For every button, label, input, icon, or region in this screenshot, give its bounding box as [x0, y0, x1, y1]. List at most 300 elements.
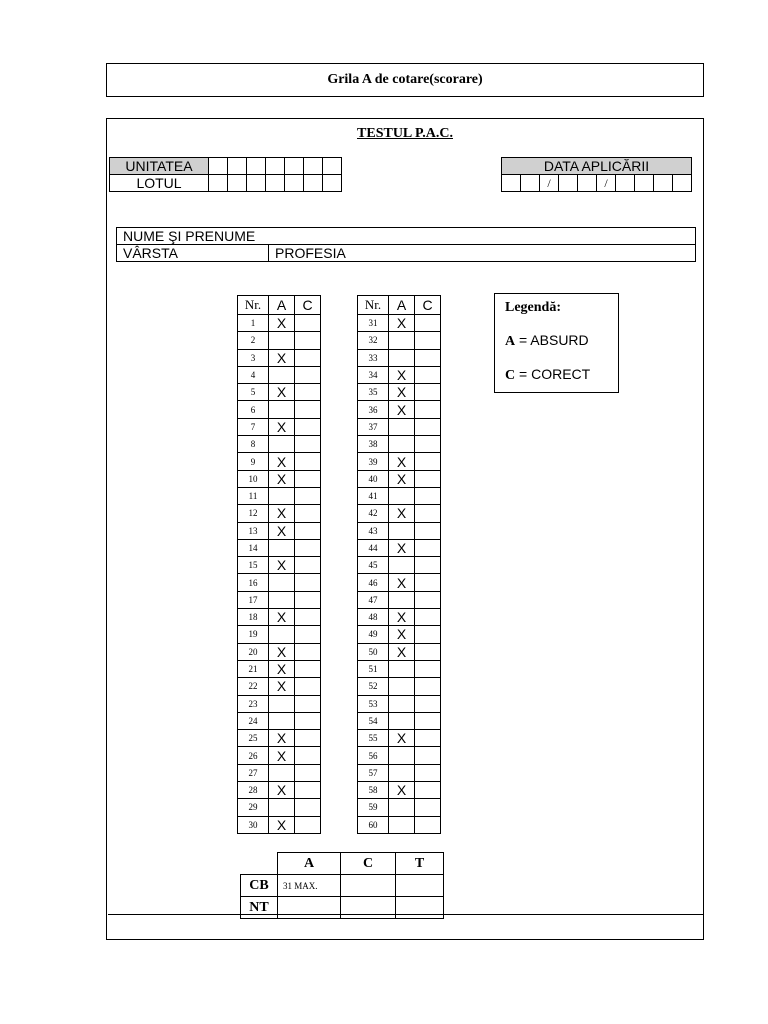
- answer-c-cell[interactable]: [295, 730, 321, 747]
- unitatea-cell[interactable]: [285, 158, 304, 175]
- unitatea-row: [110, 158, 342, 175]
- answer-c-cell[interactable]: [415, 436, 441, 453]
- question-number: 30: [238, 816, 269, 833]
- answer-row: [238, 764, 321, 781]
- unitatea-cell[interactable]: [266, 158, 285, 175]
- lotul-row: [110, 175, 342, 192]
- question-number: 56: [358, 747, 389, 764]
- answer-row: [238, 366, 321, 383]
- question-number: 46: [358, 574, 389, 591]
- score-table: [240, 852, 444, 919]
- question-number: 20: [238, 643, 269, 660]
- answer-a-cell[interactable]: X: [269, 782, 295, 799]
- answer-a-cell[interactable]: X: [389, 366, 415, 383]
- question-number: 60: [358, 816, 389, 833]
- answer-c-cell[interactable]: [415, 799, 441, 816]
- date-cell[interactable]: [654, 175, 673, 192]
- col-c-header: C: [295, 296, 321, 315]
- answer-c-cell[interactable]: [415, 574, 441, 591]
- lotul-cell[interactable]: [285, 175, 304, 192]
- lotul-cell[interactable]: [304, 175, 323, 192]
- unit-lot-table: [109, 157, 342, 192]
- answer-a-cell[interactable]: X: [269, 730, 295, 747]
- answer-row: [238, 401, 321, 418]
- answer-row: [358, 591, 441, 608]
- score-row-cb: CB: [241, 875, 278, 897]
- question-number: 1: [238, 315, 269, 332]
- answer-c-cell[interactable]: [295, 487, 321, 504]
- unitatea-label: UNITATEA: [110, 158, 209, 175]
- question-number: 6: [238, 401, 269, 418]
- question-number: 32: [358, 332, 389, 349]
- answer-c-cell[interactable]: [295, 453, 321, 470]
- score-cb-t[interactable]: [396, 875, 444, 897]
- question-number: 4: [238, 366, 269, 383]
- answer-a-cell[interactable]: [389, 522, 415, 539]
- answer-c-cell[interactable]: [295, 332, 321, 349]
- legend-a-key: A: [505, 334, 516, 349]
- answer-c-cell[interactable]: [415, 678, 441, 695]
- question-number: 25: [238, 730, 269, 747]
- answer-row: [238, 591, 321, 608]
- answer-a-cell[interactable]: [389, 436, 415, 453]
- answer-row: [238, 557, 321, 574]
- answer-row: [238, 782, 321, 799]
- answer-a-cell[interactable]: X: [389, 643, 415, 660]
- answer-row: [238, 349, 321, 366]
- question-number: 16: [238, 574, 269, 591]
- legend-absurd: [505, 332, 608, 350]
- answer-a-cell[interactable]: [269, 591, 295, 608]
- answer-row: [358, 453, 441, 470]
- answer-a-cell[interactable]: X: [269, 609, 295, 626]
- answer-row: [358, 557, 441, 574]
- answer-c-cell[interactable]: [295, 557, 321, 574]
- date-row: [502, 175, 692, 192]
- answer-row: [358, 660, 441, 677]
- score-cb-c[interactable]: [341, 875, 396, 897]
- question-number: 54: [358, 712, 389, 729]
- answer-row: [358, 730, 441, 747]
- score-cb-a[interactable]: 31 MAX.: [278, 875, 341, 897]
- answer-c-cell[interactable]: [415, 487, 441, 504]
- answer-a-cell[interactable]: X: [269, 384, 295, 401]
- answer-c-cell[interactable]: [295, 366, 321, 383]
- answer-c-cell[interactable]: [295, 660, 321, 677]
- answer-c-cell[interactable]: [295, 712, 321, 729]
- answer-c-cell[interactable]: [295, 816, 321, 833]
- answer-c-cell[interactable]: [415, 660, 441, 677]
- question-number: 3: [238, 349, 269, 366]
- date-table: [501, 157, 692, 192]
- question-number: 10: [238, 470, 269, 487]
- answer-c-cell[interactable]: [295, 574, 321, 591]
- answer-a-cell[interactable]: X: [269, 522, 295, 539]
- question-number: 49: [358, 626, 389, 643]
- answer-row: [238, 695, 321, 712]
- answer-row: [238, 660, 321, 677]
- varsta-field[interactable]: VÂRSTA: [117, 245, 269, 262]
- answer-a-cell[interactable]: [389, 349, 415, 366]
- answer-c-cell[interactable]: [295, 678, 321, 695]
- answer-a-cell[interactable]: X: [269, 418, 295, 435]
- question-number: 34: [358, 366, 389, 383]
- answer-row: [238, 816, 321, 833]
- answer-c-cell[interactable]: [295, 539, 321, 556]
- answer-row: [358, 712, 441, 729]
- answer-row: [238, 539, 321, 556]
- question-number: 39: [358, 453, 389, 470]
- score-nt-t[interactable]: [396, 897, 444, 919]
- answer-a-cell[interactable]: X: [269, 453, 295, 470]
- question-number: 13: [238, 522, 269, 539]
- answer-grid-left: [237, 295, 321, 834]
- answer-a-cell[interactable]: [389, 332, 415, 349]
- answer-row: [358, 626, 441, 643]
- answer-row: [358, 401, 441, 418]
- question-number: 14: [238, 539, 269, 556]
- question-number: 19: [238, 626, 269, 643]
- answer-row: [358, 816, 441, 833]
- answer-c-cell[interactable]: [415, 384, 441, 401]
- question-number: 8: [238, 436, 269, 453]
- answer-a-cell[interactable]: X: [389, 453, 415, 470]
- lotul-cell[interactable]: [228, 175, 247, 192]
- unitatea-cell[interactable]: [247, 158, 266, 175]
- answer-a-cell[interactable]: [269, 695, 295, 712]
- legend-c-key: C: [505, 368, 516, 383]
- answer-a-cell[interactable]: X: [269, 678, 295, 695]
- answer-a-cell[interactable]: [389, 591, 415, 608]
- answer-row: [358, 436, 441, 453]
- answer-row: [358, 315, 441, 332]
- answer-a-cell[interactable]: [389, 678, 415, 695]
- answer-a-cell[interactable]: [269, 401, 295, 418]
- answer-c-cell[interactable]: [415, 626, 441, 643]
- answer-c-cell[interactable]: [415, 643, 441, 660]
- answer-a-cell[interactable]: [389, 764, 415, 781]
- question-number: 35: [358, 384, 389, 401]
- answer-a-cell[interactable]: X: [389, 626, 415, 643]
- question-number: 29: [238, 799, 269, 816]
- date-cell[interactable]: [616, 175, 635, 192]
- col-a-header: A: [269, 296, 295, 315]
- answer-c-cell[interactable]: [415, 349, 441, 366]
- question-number: 53: [358, 695, 389, 712]
- page-header: [106, 63, 704, 97]
- answer-c-cell[interactable]: [295, 315, 321, 332]
- answer-row: [358, 782, 441, 799]
- date-separator: /: [540, 175, 559, 192]
- answer-c-cell[interactable]: [415, 816, 441, 833]
- answer-c-cell[interactable]: [415, 453, 441, 470]
- answer-row: [358, 799, 441, 816]
- question-number: 33: [358, 349, 389, 366]
- answer-row: [238, 747, 321, 764]
- answer-c-cell[interactable]: [295, 609, 321, 626]
- question-number: 41: [358, 487, 389, 504]
- question-number: 55: [358, 730, 389, 747]
- page-title: Grila A de cotare(scorare): [327, 72, 483, 87]
- lotul-cell[interactable]: [209, 175, 228, 192]
- legend-corect: [505, 366, 608, 384]
- question-number: 42: [358, 505, 389, 522]
- answer-a-cell[interactable]: [389, 557, 415, 574]
- question-number: 24: [238, 712, 269, 729]
- legend-c-value: = CORECT: [519, 366, 591, 382]
- question-number: 48: [358, 609, 389, 626]
- test-title: TESTUL P.A.C.: [357, 126, 453, 141]
- score-corner: [241, 853, 278, 875]
- answer-a-cell[interactable]: X: [269, 349, 295, 366]
- answer-a-cell[interactable]: [389, 418, 415, 435]
- answer-c-cell[interactable]: [295, 418, 321, 435]
- question-number: 23: [238, 695, 269, 712]
- answer-row: [358, 574, 441, 591]
- date-cell[interactable]: [635, 175, 654, 192]
- answer-grid-right: [357, 295, 441, 834]
- col-a-header: A: [389, 296, 415, 315]
- answer-a-cell[interactable]: [389, 816, 415, 833]
- answer-c-cell[interactable]: [415, 712, 441, 729]
- answer-a-cell[interactable]: [269, 764, 295, 781]
- question-number: 15: [238, 557, 269, 574]
- question-number: 28: [238, 782, 269, 799]
- answer-a-cell[interactable]: X: [389, 470, 415, 487]
- answer-row: [238, 487, 321, 504]
- question-number: 50: [358, 643, 389, 660]
- lotul-cell[interactable]: [247, 175, 266, 192]
- score-col-c: C: [341, 853, 396, 875]
- answer-a-cell[interactable]: [269, 712, 295, 729]
- answer-a-cell[interactable]: X: [389, 384, 415, 401]
- answer-a-cell[interactable]: X: [269, 660, 295, 677]
- answer-row: [238, 678, 321, 695]
- question-number: 18: [238, 609, 269, 626]
- identity-table: [116, 227, 696, 262]
- answer-row: [358, 384, 441, 401]
- answer-c-cell[interactable]: [295, 695, 321, 712]
- lotul-cell[interactable]: [323, 175, 342, 192]
- answer-a-cell[interactable]: [269, 332, 295, 349]
- answer-a-cell[interactable]: [389, 712, 415, 729]
- answer-a-cell[interactable]: X: [389, 539, 415, 556]
- legend-a-value: = ABSURD: [519, 332, 589, 348]
- answer-a-cell[interactable]: [269, 436, 295, 453]
- unitatea-cell[interactable]: [323, 158, 342, 175]
- question-number: 22: [238, 678, 269, 695]
- answer-c-cell[interactable]: [295, 764, 321, 781]
- answer-c-cell[interactable]: [295, 591, 321, 608]
- answer-row: [358, 522, 441, 539]
- answer-row: [238, 315, 321, 332]
- answer-row: [238, 799, 321, 816]
- question-number: 58: [358, 782, 389, 799]
- answer-a-cell[interactable]: X: [269, 816, 295, 833]
- answer-a-cell[interactable]: [389, 747, 415, 764]
- answer-row: [238, 436, 321, 453]
- question-number: 43: [358, 522, 389, 539]
- answer-a-cell[interactable]: X: [389, 315, 415, 332]
- answer-c-cell[interactable]: [415, 764, 441, 781]
- answer-row: [358, 418, 441, 435]
- answer-a-cell[interactable]: [269, 626, 295, 643]
- question-number: 59: [358, 799, 389, 816]
- date-cell[interactable]: [578, 175, 597, 192]
- col-nr-header: Nr.: [358, 296, 389, 315]
- answer-c-cell[interactable]: [415, 366, 441, 383]
- question-number: 5: [238, 384, 269, 401]
- answer-row: [358, 332, 441, 349]
- answer-a-cell[interactable]: [389, 487, 415, 504]
- answer-c-cell[interactable]: [295, 747, 321, 764]
- answer-row: [358, 764, 441, 781]
- answer-a-cell[interactable]: X: [269, 643, 295, 660]
- answer-a-cell[interactable]: [389, 660, 415, 677]
- answer-a-cell[interactable]: X: [389, 574, 415, 591]
- answer-row: [238, 522, 321, 539]
- answer-a-cell[interactable]: X: [269, 557, 295, 574]
- question-number: 11: [238, 487, 269, 504]
- answer-c-cell[interactable]: [295, 401, 321, 418]
- answer-a-cell[interactable]: X: [389, 401, 415, 418]
- answer-c-cell[interactable]: [415, 591, 441, 608]
- answer-c-cell[interactable]: [415, 522, 441, 539]
- answer-c-cell[interactable]: [415, 730, 441, 747]
- legend-box: [494, 293, 619, 393]
- score-col-t: T: [396, 853, 444, 875]
- answer-row: [358, 678, 441, 695]
- answer-c-cell[interactable]: [415, 401, 441, 418]
- answer-a-cell[interactable]: X: [269, 315, 295, 332]
- answer-row: [238, 712, 321, 729]
- question-number: 26: [238, 747, 269, 764]
- answer-a-cell[interactable]: [269, 487, 295, 504]
- lotul-label: LOTUL: [110, 175, 209, 192]
- answer-row: [238, 643, 321, 660]
- score-nt-c[interactable]: [341, 897, 396, 919]
- answer-c-cell[interactable]: [295, 384, 321, 401]
- question-number: 37: [358, 418, 389, 435]
- answer-a-cell[interactable]: X: [269, 470, 295, 487]
- answer-a-cell[interactable]: [269, 366, 295, 383]
- answer-row: [238, 626, 321, 643]
- answer-a-cell[interactable]: X: [269, 505, 295, 522]
- nume-field[interactable]: NUME ŞI PRENUME: [117, 228, 696, 245]
- unitatea-cell[interactable]: [209, 158, 228, 175]
- question-number: 36: [358, 401, 389, 418]
- legend-title: Legendă:: [505, 300, 561, 315]
- answer-row: [238, 730, 321, 747]
- question-number: 57: [358, 764, 389, 781]
- answer-c-cell[interactable]: [295, 782, 321, 799]
- answer-c-cell[interactable]: [415, 315, 441, 332]
- answer-row: [238, 609, 321, 626]
- col-nr-header: Nr.: [238, 296, 269, 315]
- answer-c-cell[interactable]: [415, 418, 441, 435]
- answer-row: [238, 574, 321, 591]
- answer-a-cell[interactable]: X: [389, 505, 415, 522]
- answer-a-cell[interactable]: X: [269, 747, 295, 764]
- question-number: 51: [358, 660, 389, 677]
- answer-c-cell[interactable]: [295, 470, 321, 487]
- answer-row: [358, 470, 441, 487]
- answer-c-cell[interactable]: [295, 522, 321, 539]
- question-number: 7: [238, 418, 269, 435]
- score-nt-a[interactable]: [278, 897, 341, 919]
- answer-row: [358, 539, 441, 556]
- question-number: 44: [358, 539, 389, 556]
- answer-row: [358, 349, 441, 366]
- date-separator: /: [597, 175, 616, 192]
- date-cell[interactable]: [673, 175, 692, 192]
- answer-c-cell[interactable]: [415, 470, 441, 487]
- date-cell[interactable]: [559, 175, 578, 192]
- question-number: 9: [238, 453, 269, 470]
- question-number: 40: [358, 470, 389, 487]
- question-number: 45: [358, 557, 389, 574]
- answer-c-cell[interactable]: [295, 643, 321, 660]
- question-number: 38: [358, 436, 389, 453]
- answer-a-cell[interactable]: [269, 799, 295, 816]
- answer-a-cell[interactable]: X: [389, 609, 415, 626]
- unitatea-cell[interactable]: [304, 158, 323, 175]
- answer-c-cell[interactable]: [415, 609, 441, 626]
- question-number: 21: [238, 660, 269, 677]
- answer-row: [358, 487, 441, 504]
- answer-c-cell[interactable]: [415, 747, 441, 764]
- answer-row: [238, 505, 321, 522]
- answer-c-cell[interactable]: [295, 349, 321, 366]
- score-col-a: A: [278, 853, 341, 875]
- date-cell[interactable]: [521, 175, 540, 192]
- answer-row: [238, 470, 321, 487]
- answer-c-cell[interactable]: [415, 539, 441, 556]
- answer-row: [358, 366, 441, 383]
- answer-row: [358, 609, 441, 626]
- answer-a-cell[interactable]: [269, 539, 295, 556]
- question-number: 27: [238, 764, 269, 781]
- answer-c-cell[interactable]: [415, 557, 441, 574]
- answer-row: [358, 505, 441, 522]
- answer-row: [358, 695, 441, 712]
- answer-a-cell[interactable]: X: [389, 730, 415, 747]
- unitatea-cell[interactable]: [228, 158, 247, 175]
- answer-row: [238, 384, 321, 401]
- answer-a-cell[interactable]: X: [389, 782, 415, 799]
- answer-c-cell[interactable]: [415, 332, 441, 349]
- answer-c-cell[interactable]: [295, 505, 321, 522]
- answer-c-cell[interactable]: [295, 626, 321, 643]
- question-number: 17: [238, 591, 269, 608]
- answer-c-cell[interactable]: [295, 436, 321, 453]
- answer-c-cell[interactable]: [415, 782, 441, 799]
- profesia-field[interactable]: PROFESIA: [269, 245, 696, 262]
- answer-c-cell[interactable]: [415, 505, 441, 522]
- answer-c-cell[interactable]: [415, 695, 441, 712]
- answer-row: [238, 418, 321, 435]
- date-cell[interactable]: [502, 175, 521, 192]
- answer-a-cell[interactable]: [269, 574, 295, 591]
- answer-a-cell[interactable]: [389, 695, 415, 712]
- question-number: 52: [358, 678, 389, 695]
- answer-c-cell[interactable]: [295, 799, 321, 816]
- question-number: 47: [358, 591, 389, 608]
- lotul-cell[interactable]: [266, 175, 285, 192]
- col-c-header: C: [415, 296, 441, 315]
- answer-a-cell[interactable]: [389, 799, 415, 816]
- answer-row: [238, 332, 321, 349]
